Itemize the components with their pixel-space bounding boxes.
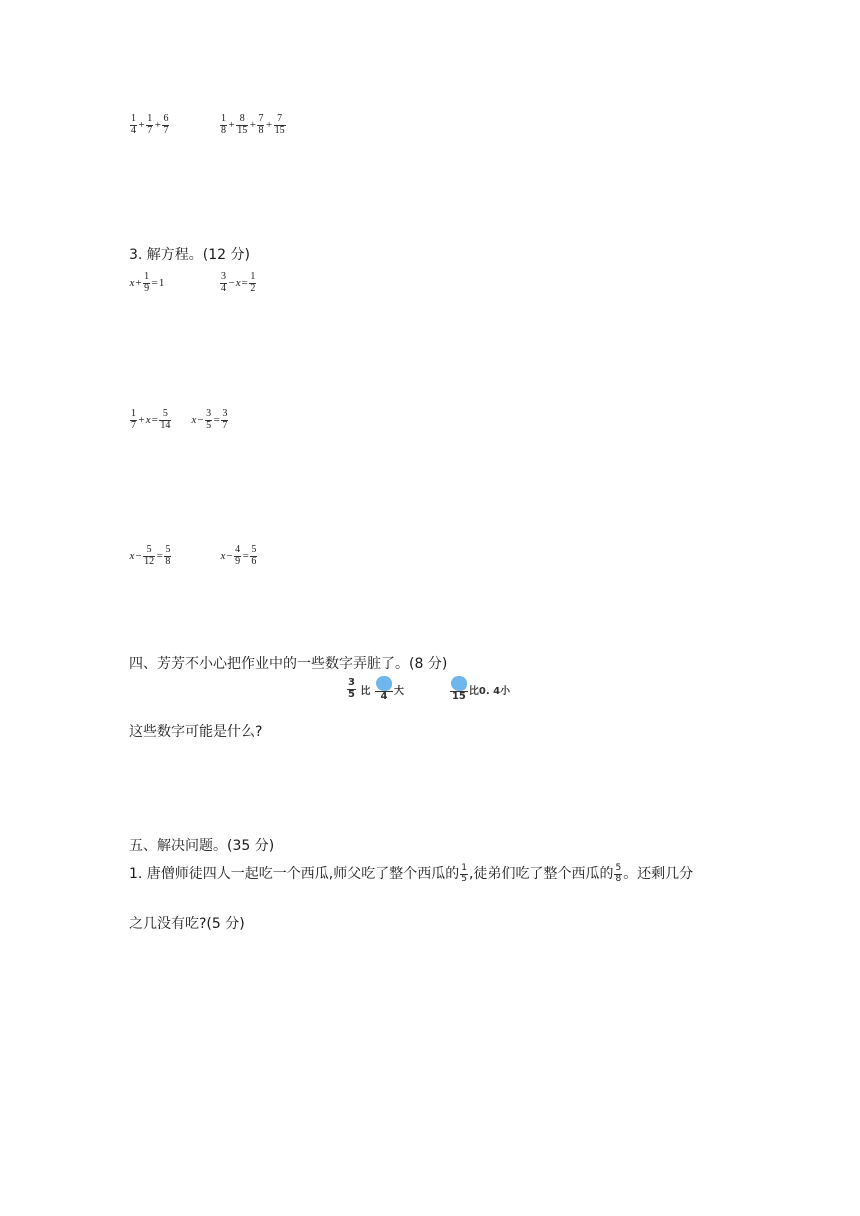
fraction: $\frac{5}{8}$ — [615, 863, 622, 884]
equation-1: x+ $\frac{1}{9}$ =1 — [129, 271, 165, 294]
section-3-title: 3. 解方程。(12 分) — [129, 247, 250, 263]
fraction: $\frac{3}{5}$ — [348, 677, 355, 700]
fraction: $\frac{3}{4}$ — [221, 271, 226, 294]
fraction: $\frac{7}{15}$ — [274, 113, 285, 136]
calc-expression-1: $\frac{1}{4}$ + $\frac{1}{7}$ + $\frac{6}{7}$ — [131, 113, 169, 136]
ink-blot-icon — [451, 676, 467, 691]
section-4-title: 四、芳芳不小心把作业中的一些数字弄脏了。(8 分) — [129, 656, 448, 672]
fraction: $\frac{1}{2}$ — [250, 271, 256, 294]
fraction: $\frac{1}{4}$ — [131, 113, 136, 136]
equation-3: $\frac{1}{7}$ +x= $\frac{5}{14}$ — [131, 408, 171, 431]
fraction: $\frac{5}{12}$ — [144, 544, 155, 567]
section-4-question: 这些数字可能是什么? — [129, 724, 263, 740]
fraction: $\frac{3}{5}$ — [206, 408, 212, 431]
fraction: $\frac{1}{7}$ — [131, 408, 136, 431]
fraction: $\frac{6}{7}$ — [163, 113, 169, 136]
smudged-fraction: 4 — [375, 676, 393, 703]
fraction: $\frac{1}{9}$ — [144, 271, 150, 294]
fraction: $\frac{1}{7}$ — [147, 113, 153, 136]
equation-4: x− $\frac{3}{5}$ = $\frac{3}{7}$ — [191, 408, 228, 431]
smudged-number-figure: $\frac{3}{5}$ 比 4 大 15 比0. 4小 — [348, 677, 511, 702]
fraction: $\frac{1}{8}$ — [221, 113, 226, 136]
equation-2: $\frac{3}{4}$ −x= $\frac{1}{2}$ — [221, 271, 256, 294]
equation-5: x− $\frac{5}{12}$ = $\frac{5}{8}$ — [129, 544, 171, 567]
fraction: $\frac{1}{5}$ — [461, 863, 467, 884]
problem-1-line-2: 之几没有吃?(5 分) — [129, 916, 245, 932]
fraction: $\frac{3}{7}$ — [222, 408, 228, 431]
fraction: $\frac{4}{9}$ — [235, 544, 241, 567]
fraction: $\frac{5}{14}$ — [160, 408, 171, 431]
section-5-title: 五、解决问题。(35 分) — [129, 838, 275, 854]
smudged-fraction: 15 — [450, 676, 468, 703]
fraction: $\frac{5}{6}$ — [251, 544, 257, 567]
fraction: $\frac{7}{8}$ — [258, 113, 264, 136]
fraction: $\frac{5}{8}$ — [165, 544, 171, 567]
ink-blot-icon — [376, 676, 392, 691]
problem-1-line-1: 1. 唐僧师徒四人一起吃一个西瓜,师父吃了整个西瓜的 $\frac{1}{5}$ ,徒弟们吃了整个西瓜的 $\frac{5}{8}$ 。还剩几分 — [129, 863, 694, 884]
calc-expression-2: $\frac{1}{8}$ + $\frac{8}{15}$ + $\frac{7}{8}$ + $\frac{7}{15}$ — [221, 113, 285, 136]
fraction: $\frac{8}{15}$ — [237, 113, 248, 136]
equation-6: x− $\frac{4}{9}$ = $\frac{5}{6}$ — [220, 544, 257, 567]
